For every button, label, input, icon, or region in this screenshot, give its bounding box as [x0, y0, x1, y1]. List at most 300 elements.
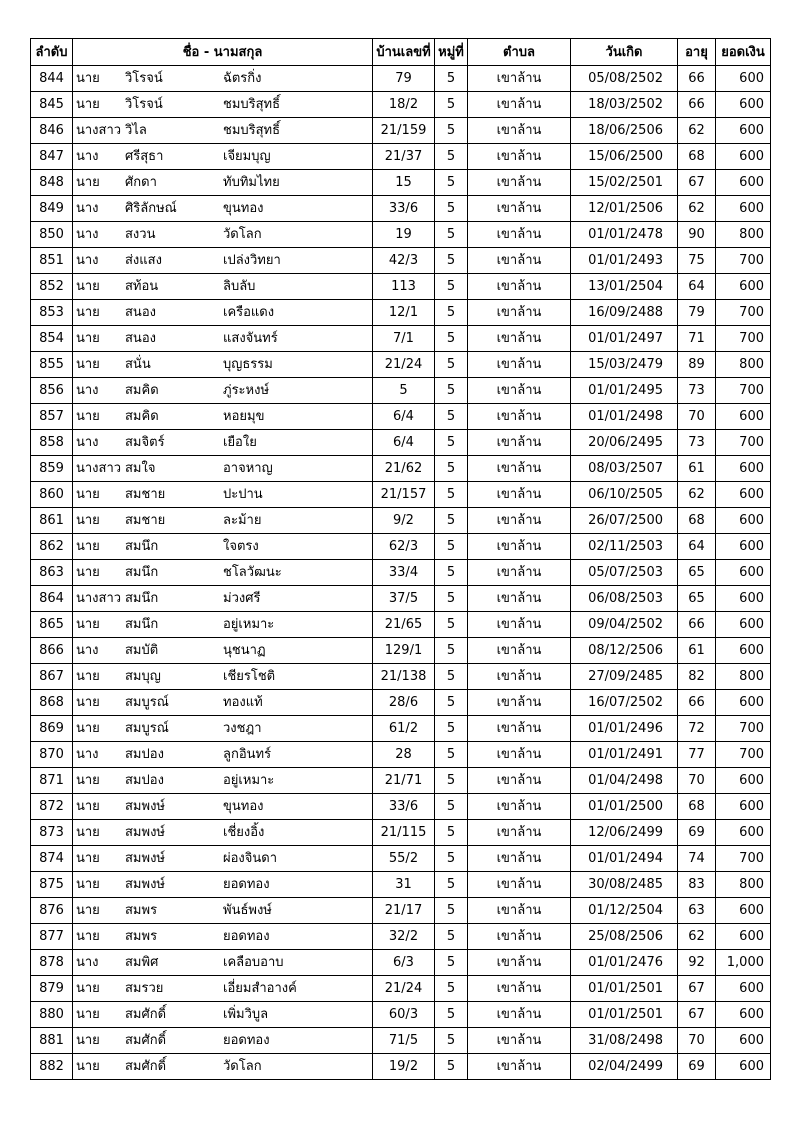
- row-title: นาย: [76, 877, 100, 892]
- row-last-name: วงชฎา: [223, 721, 262, 736]
- row-title: นาย: [76, 357, 100, 372]
- row-amount: 600: [716, 794, 771, 820]
- row-age: 74: [678, 846, 716, 872]
- header-name: ชื่อ - นามสกุล: [73, 39, 373, 66]
- beneficiary-table: [30, 38, 771, 1080]
- row-amount: 800: [716, 222, 771, 248]
- row-dob: 01/12/2504: [571, 898, 678, 924]
- row-first-name: สนอง: [125, 331, 156, 346]
- row-name: [73, 716, 373, 742]
- table-header: [31, 39, 771, 66]
- row-age: 62: [678, 924, 716, 950]
- row-first-name: สงวน: [125, 227, 156, 242]
- row-no: 873: [31, 820, 73, 846]
- row-age: 70: [678, 768, 716, 794]
- row-age: 83: [678, 872, 716, 898]
- row-tambon: เขาล้าน: [468, 144, 571, 170]
- row-house: 12/1: [373, 300, 435, 326]
- row-last-name: วัดโลก: [223, 227, 262, 242]
- row-dob: 18/03/2502: [571, 92, 678, 118]
- row-name: [73, 404, 373, 430]
- row-tambon: เขาล้าน: [468, 586, 571, 612]
- row-dob: 26/07/2500: [571, 508, 678, 534]
- row-age: 66: [678, 92, 716, 118]
- row-name: [73, 976, 373, 1002]
- row-tambon: เขาล้าน: [468, 690, 571, 716]
- table-row: [31, 378, 771, 404]
- row-amount: 600: [716, 560, 771, 586]
- row-no: 867: [31, 664, 73, 690]
- row-name: [73, 898, 373, 924]
- row-last-name: อาจหาญ: [223, 461, 273, 476]
- row-tambon: เขาล้าน: [468, 924, 571, 950]
- row-no: 879: [31, 976, 73, 1002]
- row-dob: 01/01/2495: [571, 378, 678, 404]
- row-first-name: ศรีสุธา: [125, 149, 164, 164]
- row-no: 845: [31, 92, 73, 118]
- row-house: 33/4: [373, 560, 435, 586]
- row-house: 113: [373, 274, 435, 300]
- row-house: 61/2: [373, 716, 435, 742]
- row-tambon: เขาล้าน: [468, 742, 571, 768]
- header-tambon: ตำบล: [468, 39, 571, 66]
- row-last-name: ม่วงศรี: [223, 591, 261, 606]
- row-dob: 01/01/2478: [571, 222, 678, 248]
- row-house: 32/2: [373, 924, 435, 950]
- row-title: นาย: [76, 279, 100, 294]
- row-no: 878: [31, 950, 73, 976]
- row-dob: 15/03/2479: [571, 352, 678, 378]
- table-row: [31, 1002, 771, 1028]
- row-moo: 5: [435, 508, 468, 534]
- table-row: [31, 1028, 771, 1054]
- header-age: อายุ: [678, 39, 716, 66]
- row-house: 71/5: [373, 1028, 435, 1054]
- row-amount: 600: [716, 898, 771, 924]
- row-name: [73, 274, 373, 300]
- row-name: [73, 1002, 373, 1028]
- row-age: 62: [678, 482, 716, 508]
- row-tambon: เขาล้าน: [468, 456, 571, 482]
- row-dob: 01/01/2501: [571, 976, 678, 1002]
- row-age: 69: [678, 820, 716, 846]
- row-house: 21/157: [373, 482, 435, 508]
- row-dob: 12/06/2499: [571, 820, 678, 846]
- row-moo: 5: [435, 456, 468, 482]
- row-tambon: เขาล้าน: [468, 638, 571, 664]
- row-name: [73, 742, 373, 768]
- row-first-name: สมปอง: [125, 747, 164, 762]
- row-age: 65: [678, 586, 716, 612]
- row-age: 73: [678, 378, 716, 404]
- table-row: [31, 352, 771, 378]
- row-house: 5: [373, 378, 435, 404]
- row-tambon: เขาล้าน: [468, 118, 571, 144]
- row-amount: 600: [716, 144, 771, 170]
- row-title: นาย: [76, 903, 100, 918]
- row-name: [73, 638, 373, 664]
- row-last-name: ทองแท้: [223, 695, 263, 710]
- header-moo: หมู่ที่: [435, 39, 468, 66]
- row-moo: 5: [435, 742, 468, 768]
- row-moo: 5: [435, 404, 468, 430]
- row-house: 42/3: [373, 248, 435, 274]
- row-age: 62: [678, 196, 716, 222]
- row-title: นาย: [76, 1059, 100, 1074]
- row-moo: 5: [435, 170, 468, 196]
- table-row: [31, 690, 771, 716]
- row-no: 882: [31, 1054, 73, 1080]
- row-no: 849: [31, 196, 73, 222]
- row-age: 70: [678, 1028, 716, 1054]
- row-tambon: เขาล้าน: [468, 976, 571, 1002]
- row-last-name: ยอดทอง: [223, 1033, 270, 1048]
- row-title: นาย: [76, 71, 100, 86]
- row-title: นางสาว: [76, 591, 122, 606]
- row-first-name: ส่งแสง: [125, 253, 162, 268]
- row-amount: 600: [716, 1002, 771, 1028]
- row-dob: 06/10/2505: [571, 482, 678, 508]
- row-first-name: สมนึก: [125, 539, 159, 554]
- row-age: 73: [678, 430, 716, 456]
- row-no: 868: [31, 690, 73, 716]
- row-title: นาย: [76, 825, 100, 840]
- row-name: [73, 430, 373, 456]
- row-title: นาย: [76, 305, 100, 320]
- row-house: 19: [373, 222, 435, 248]
- row-first-name: ศิริลักษณ์: [125, 201, 177, 216]
- row-age: 71: [678, 326, 716, 352]
- row-amount: 600: [716, 196, 771, 222]
- row-last-name: เคลือบอาบ: [223, 955, 284, 970]
- row-house: 21/24: [373, 976, 435, 1002]
- row-moo: 5: [435, 664, 468, 690]
- table-row: [31, 404, 771, 430]
- row-first-name: สมศักดิ์: [125, 1059, 167, 1074]
- row-last-name: นุชนาฏ: [223, 643, 266, 658]
- row-dob: 02/04/2499: [571, 1054, 678, 1080]
- row-dob: 01/01/2493: [571, 248, 678, 274]
- row-dob: 01/01/2500: [571, 794, 678, 820]
- row-first-name: สมศักดิ์: [125, 1007, 167, 1022]
- row-tambon: เขาล้าน: [468, 326, 571, 352]
- row-amount: 600: [716, 768, 771, 794]
- header-no: ลำดับ: [31, 39, 73, 66]
- row-dob: 20/06/2495: [571, 430, 678, 456]
- row-last-name: บุญธรรม: [223, 357, 273, 372]
- row-last-name: ยอดทอง: [223, 929, 270, 944]
- row-house: 6/4: [373, 404, 435, 430]
- row-name: [73, 924, 373, 950]
- row-amount: 700: [716, 430, 771, 456]
- table-row: [31, 196, 771, 222]
- row-moo: 5: [435, 638, 468, 664]
- row-dob: 01/01/2497: [571, 326, 678, 352]
- row-dob: 27/09/2485: [571, 664, 678, 690]
- row-dob: 06/08/2503: [571, 586, 678, 612]
- row-last-name: หอยมุข: [223, 409, 265, 424]
- table-row: [31, 950, 771, 976]
- row-no: 870: [31, 742, 73, 768]
- row-amount: 600: [716, 612, 771, 638]
- table-row: [31, 664, 771, 690]
- row-age: 70: [678, 404, 716, 430]
- row-name: [73, 66, 373, 92]
- row-tambon: เขาล้าน: [468, 1002, 571, 1028]
- row-house: 21/37: [373, 144, 435, 170]
- row-house: 7/1: [373, 326, 435, 352]
- row-house: 129/1: [373, 638, 435, 664]
- row-last-name: ผ่องจินดา: [223, 851, 278, 866]
- row-dob: 01/04/2498: [571, 768, 678, 794]
- row-house: 21/115: [373, 820, 435, 846]
- table-row: [31, 820, 771, 846]
- row-title: นาย: [76, 799, 100, 814]
- row-tambon: เขาล้าน: [468, 768, 571, 794]
- row-dob: 01/01/2491: [571, 742, 678, 768]
- row-name: [73, 560, 373, 586]
- row-tambon: เขาล้าน: [468, 820, 571, 846]
- row-first-name: สมบุญ: [125, 669, 161, 684]
- row-first-name: สมบัติ: [125, 643, 159, 658]
- row-tambon: เขาล้าน: [468, 300, 571, 326]
- row-tambon: เขาล้าน: [468, 482, 571, 508]
- row-amount: 600: [716, 586, 771, 612]
- row-name: [73, 1054, 373, 1080]
- row-last-name: ใจตรง: [223, 539, 259, 554]
- row-title: นาย: [76, 331, 100, 346]
- row-title: นาย: [76, 617, 100, 632]
- row-moo: 5: [435, 144, 468, 170]
- row-tambon: เขาล้าน: [468, 664, 571, 690]
- row-last-name: ชมบริสุทธิ์: [223, 123, 281, 138]
- row-name: [73, 690, 373, 716]
- row-title: นาย: [76, 669, 100, 684]
- row-tambon: เขาล้าน: [468, 1054, 571, 1080]
- row-age: 61: [678, 638, 716, 664]
- row-title: นาง: [76, 227, 99, 242]
- row-dob: 05/07/2503: [571, 560, 678, 586]
- row-age: 65: [678, 560, 716, 586]
- row-age: 72: [678, 716, 716, 742]
- row-tambon: เขาล้าน: [468, 404, 571, 430]
- row-last-name: วัดโลก: [223, 1059, 262, 1074]
- row-no: 871: [31, 768, 73, 794]
- row-amount: 700: [716, 326, 771, 352]
- row-title: นาง: [76, 253, 99, 268]
- row-first-name: สมรวย: [125, 981, 164, 996]
- row-no: 858: [31, 430, 73, 456]
- row-amount: 800: [716, 352, 771, 378]
- row-dob: 31/08/2498: [571, 1028, 678, 1054]
- row-last-name: พันธ์พงษ์: [223, 903, 272, 918]
- row-no: 854: [31, 326, 73, 352]
- row-age: 68: [678, 508, 716, 534]
- header-amount: ยอดเงิน: [716, 39, 771, 66]
- row-moo: 5: [435, 1054, 468, 1080]
- row-no: 860: [31, 482, 73, 508]
- row-house: 6/4: [373, 430, 435, 456]
- row-amount: 600: [716, 508, 771, 534]
- row-tambon: เขาล้าน: [468, 716, 571, 742]
- row-amount: 600: [716, 638, 771, 664]
- row-amount: 600: [716, 820, 771, 846]
- table-row: [31, 66, 771, 92]
- row-age: 66: [678, 66, 716, 92]
- row-name: [73, 378, 373, 404]
- row-moo: 5: [435, 872, 468, 898]
- row-title: นาย: [76, 97, 100, 112]
- row-first-name: สมพิศ: [125, 955, 159, 970]
- row-last-name: ลิบลับ: [223, 279, 256, 294]
- row-first-name: สมปอง: [125, 773, 164, 788]
- row-moo: 5: [435, 586, 468, 612]
- row-moo: 5: [435, 768, 468, 794]
- row-house: 55/2: [373, 846, 435, 872]
- row-name: [73, 456, 373, 482]
- row-house: 21/159: [373, 118, 435, 144]
- row-title: นาย: [76, 1033, 100, 1048]
- row-tambon: เขาล้าน: [468, 794, 571, 820]
- row-last-name: ภู่ระหงษ์: [223, 383, 270, 398]
- row-dob: 16/09/2488: [571, 300, 678, 326]
- row-first-name: สมศักดิ์: [125, 1033, 167, 1048]
- row-last-name: ลูกอินทร์: [223, 747, 272, 762]
- row-name: [73, 508, 373, 534]
- row-dob: 01/01/2496: [571, 716, 678, 742]
- row-no: 864: [31, 586, 73, 612]
- row-moo: 5: [435, 690, 468, 716]
- row-tambon: เขาล้าน: [468, 872, 571, 898]
- row-no: 865: [31, 612, 73, 638]
- row-first-name: สมพงษ์: [125, 851, 165, 866]
- row-amount: 700: [716, 846, 771, 872]
- row-no: 877: [31, 924, 73, 950]
- row-dob: 01/01/2494: [571, 846, 678, 872]
- row-no: 846: [31, 118, 73, 144]
- row-amount: 600: [716, 404, 771, 430]
- row-last-name: ปะปาน: [223, 487, 263, 502]
- table-row: [31, 430, 771, 456]
- row-title: นาย: [76, 487, 100, 502]
- row-no: 851: [31, 248, 73, 274]
- row-no: 863: [31, 560, 73, 586]
- row-last-name: ทับทิมไทย: [223, 175, 280, 190]
- row-tambon: เขาล้าน: [468, 92, 571, 118]
- row-house: 37/5: [373, 586, 435, 612]
- row-first-name: สมบูรณ์: [125, 721, 169, 736]
- row-house: 28: [373, 742, 435, 768]
- row-name: [73, 612, 373, 638]
- row-title: นางสาว: [76, 123, 122, 138]
- row-amount: 600: [716, 456, 771, 482]
- header-house: บ้านเลขที่: [373, 39, 435, 66]
- row-last-name: ชโลวัฒนะ: [223, 565, 282, 580]
- row-amount: 700: [716, 378, 771, 404]
- row-first-name: สมชาย: [125, 487, 166, 502]
- row-moo: 5: [435, 1002, 468, 1028]
- row-dob: 12/01/2506: [571, 196, 678, 222]
- row-title: นาง: [76, 383, 99, 398]
- row-house: 6/3: [373, 950, 435, 976]
- row-amount: 600: [716, 924, 771, 950]
- row-age: 66: [678, 612, 716, 638]
- row-moo: 5: [435, 430, 468, 456]
- row-moo: 5: [435, 352, 468, 378]
- row-amount: 600: [716, 690, 771, 716]
- row-tambon: เขาล้าน: [468, 612, 571, 638]
- row-moo: 5: [435, 794, 468, 820]
- row-moo: 5: [435, 820, 468, 846]
- row-name: [73, 222, 373, 248]
- row-amount: 800: [716, 664, 771, 690]
- row-dob: 13/01/2504: [571, 274, 678, 300]
- row-age: 66: [678, 690, 716, 716]
- row-amount: 700: [716, 742, 771, 768]
- row-age: 79: [678, 300, 716, 326]
- table-row: [31, 586, 771, 612]
- table-row: [31, 612, 771, 638]
- row-age: 89: [678, 352, 716, 378]
- row-first-name: สมใจ: [125, 461, 156, 476]
- table-row: [31, 794, 771, 820]
- row-dob: 15/06/2500: [571, 144, 678, 170]
- table-row: [31, 872, 771, 898]
- row-tambon: เขาล้าน: [468, 508, 571, 534]
- row-house: 28/6: [373, 690, 435, 716]
- row-first-name: วิโรจน์: [125, 71, 163, 86]
- row-title: นาย: [76, 721, 100, 736]
- row-age: 92: [678, 950, 716, 976]
- row-tambon: เขาล้าน: [468, 1028, 571, 1054]
- row-dob: 01/01/2498: [571, 404, 678, 430]
- row-title: นาย: [76, 773, 100, 788]
- row-house: 62/3: [373, 534, 435, 560]
- row-house: 21/24: [373, 352, 435, 378]
- row-no: 874: [31, 846, 73, 872]
- table-row: [31, 326, 771, 352]
- row-moo: 5: [435, 950, 468, 976]
- row-house: 21/17: [373, 898, 435, 924]
- row-age: 63: [678, 898, 716, 924]
- row-tambon: เขาล้าน: [468, 274, 571, 300]
- row-house: 19/2: [373, 1054, 435, 1080]
- row-first-name: สมพร: [125, 903, 158, 918]
- row-no: 855: [31, 352, 73, 378]
- row-moo: 5: [435, 898, 468, 924]
- row-title: นาง: [76, 435, 99, 450]
- row-title: นาย: [76, 929, 100, 944]
- row-tambon: เขาล้าน: [468, 196, 571, 222]
- table-row: [31, 898, 771, 924]
- row-first-name: สมนึก: [125, 591, 159, 606]
- row-house: 60/3: [373, 1002, 435, 1028]
- row-moo: 5: [435, 300, 468, 326]
- row-last-name: ขุนทอง: [223, 201, 264, 216]
- row-amount: 600: [716, 170, 771, 196]
- row-house: 15: [373, 170, 435, 196]
- table-row: [31, 482, 771, 508]
- table-row: [31, 638, 771, 664]
- row-name: [73, 950, 373, 976]
- row-last-name: เชี่ยงอิ้ง: [223, 825, 265, 840]
- row-moo: 5: [435, 612, 468, 638]
- row-dob: 18/06/2506: [571, 118, 678, 144]
- row-tambon: เขาล้าน: [468, 898, 571, 924]
- row-first-name: วิไล: [125, 123, 147, 138]
- table-row: [31, 846, 771, 872]
- row-amount: 700: [716, 248, 771, 274]
